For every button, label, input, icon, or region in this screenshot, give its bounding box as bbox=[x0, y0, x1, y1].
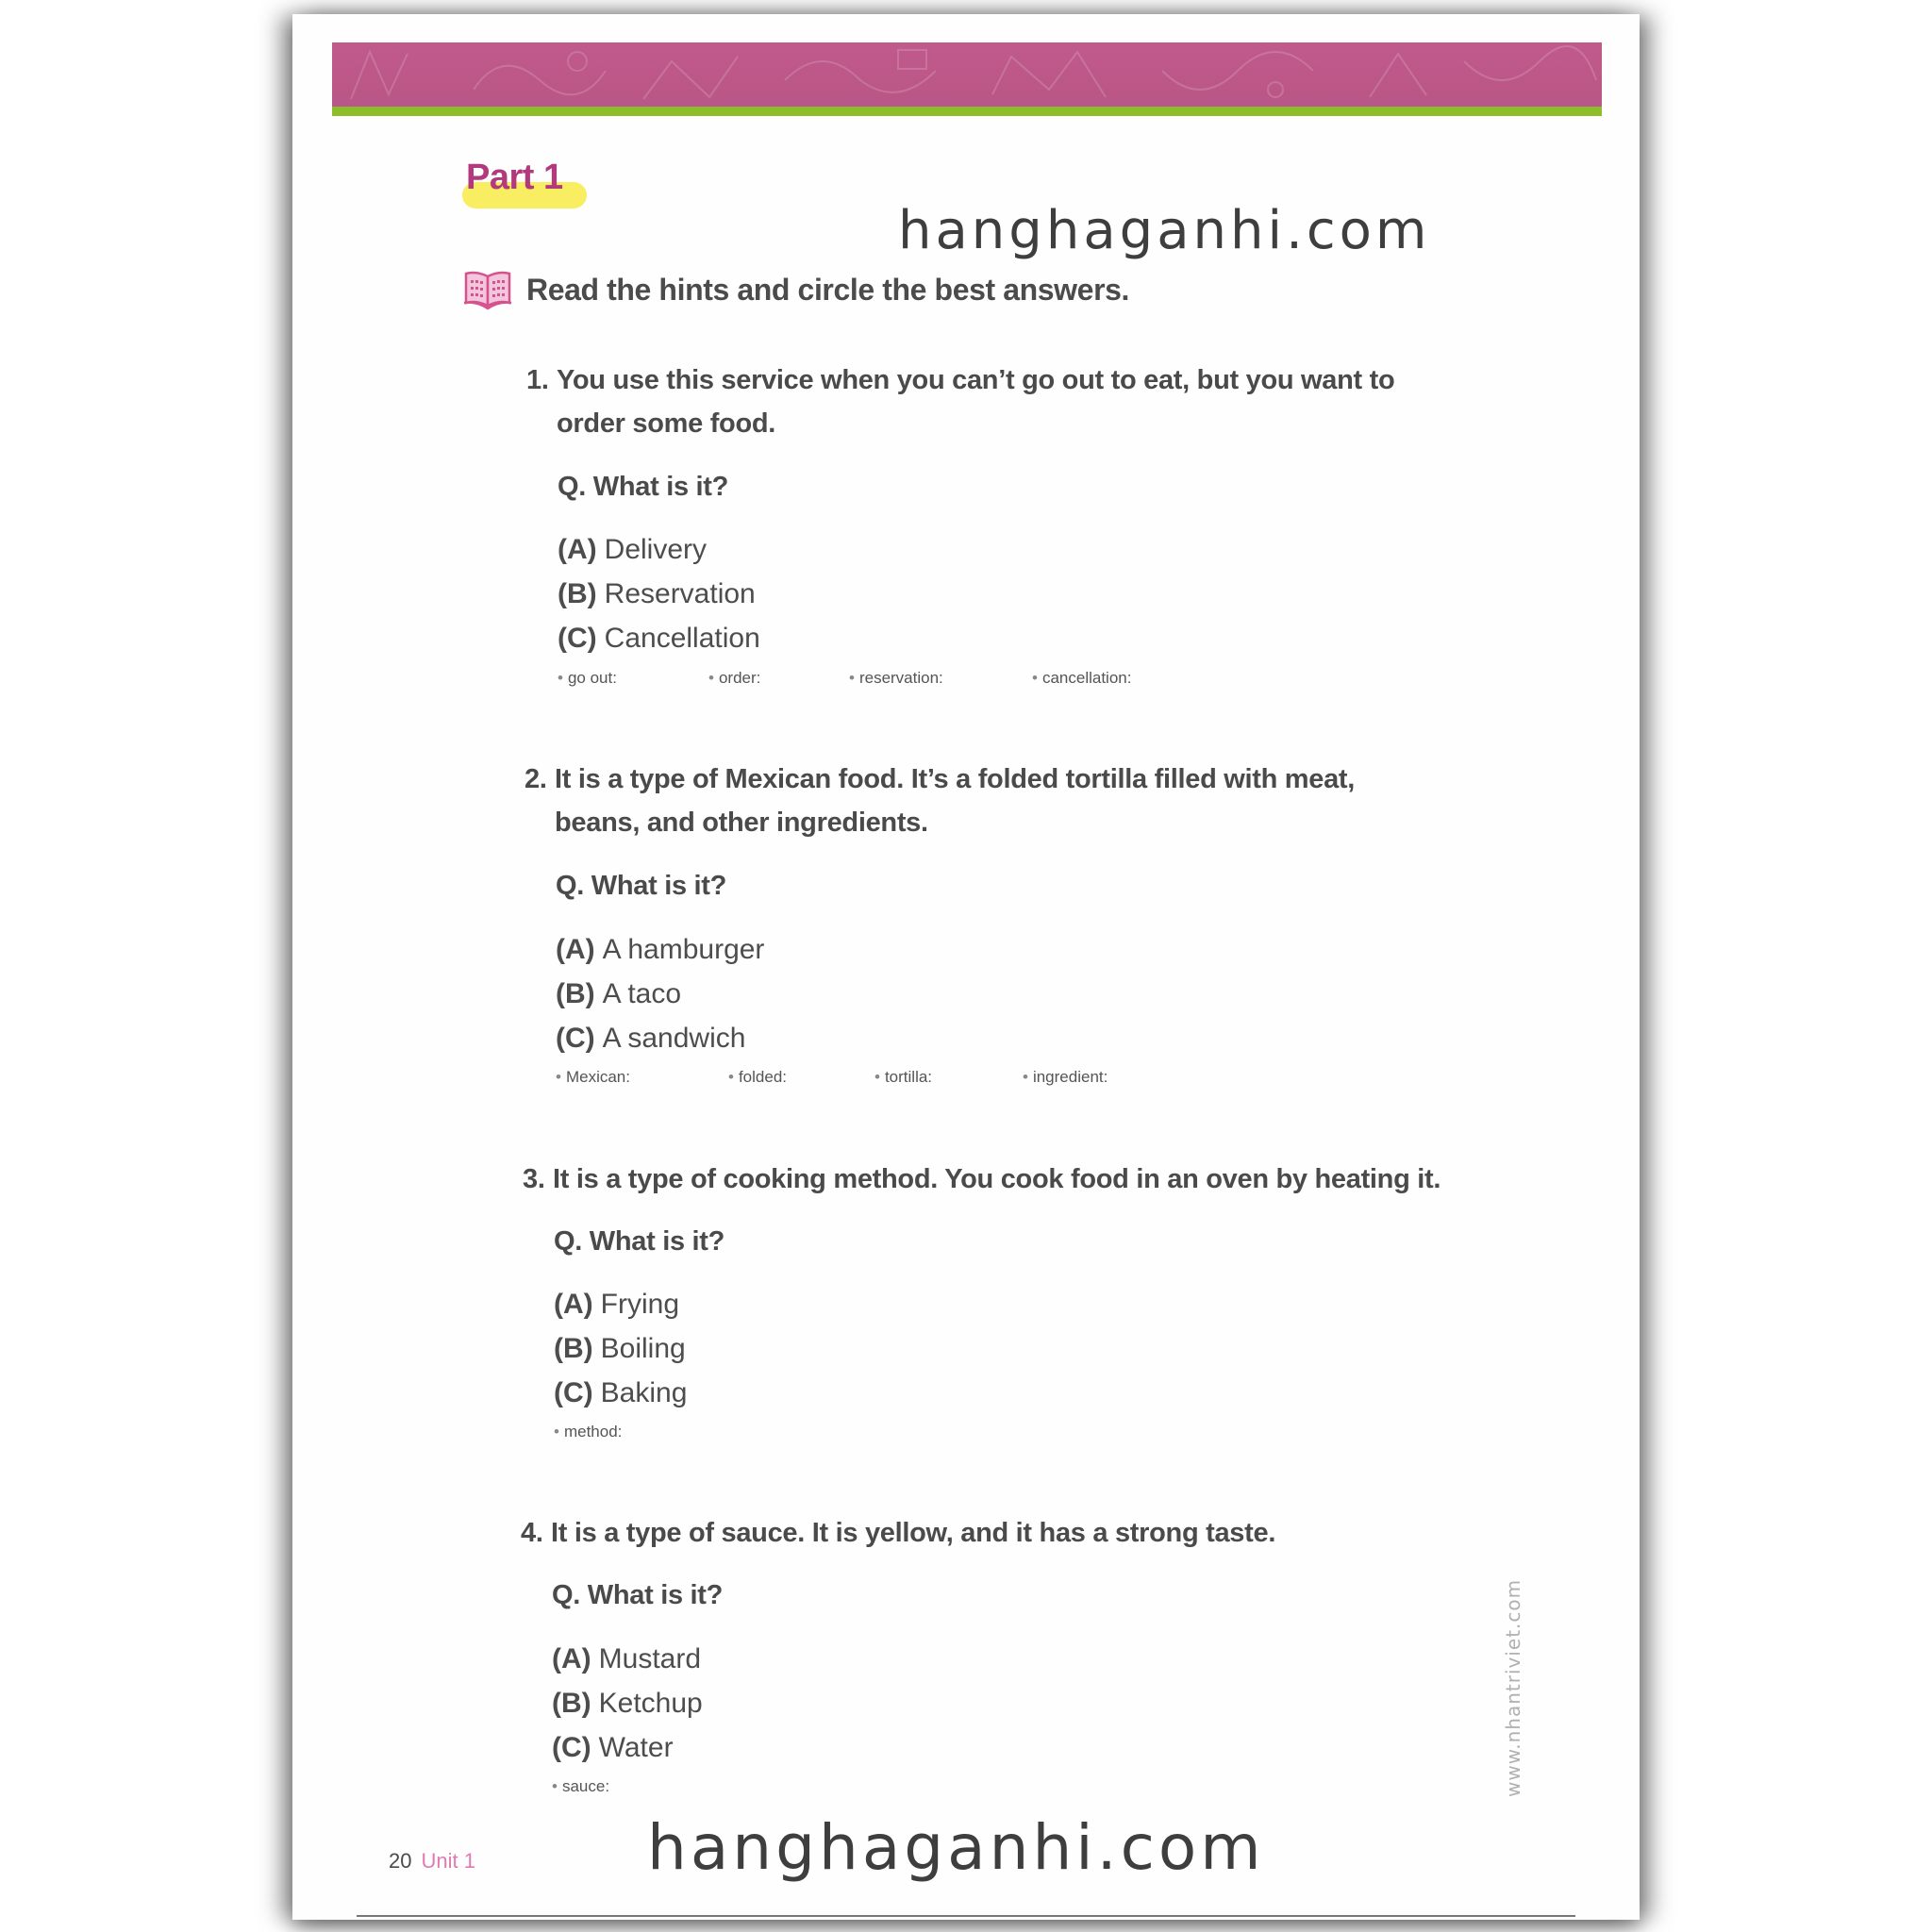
textbook-page bbox=[292, 14, 1640, 1920]
part-title: Part 1 bbox=[466, 158, 563, 197]
vocab-item bbox=[1023, 1068, 1108, 1087]
question-number: 4. bbox=[521, 1518, 543, 1548]
question-hint bbox=[523, 1158, 1441, 1201]
hint-line: It is a type of cooking method. You cook food in an oven by heating it. bbox=[553, 1164, 1441, 1194]
option-c[interactable] bbox=[558, 616, 760, 660]
vocab-term: tortilla: bbox=[884, 1068, 933, 1086]
watermark-bottom: hanghaganhi.com bbox=[647, 1811, 1265, 1884]
option-letter: (C) bbox=[554, 1377, 593, 1408]
answer-options bbox=[554, 1282, 687, 1415]
watermark-top: hanghaganhi.com bbox=[898, 200, 1431, 261]
option-text: A sandwich bbox=[602, 1023, 746, 1054]
option-a[interactable] bbox=[552, 1637, 703, 1681]
answer-options bbox=[552, 1637, 703, 1770]
hint-line: order some food. bbox=[557, 408, 776, 439]
bullet: • bbox=[556, 1068, 561, 1086]
question-number: 2. bbox=[525, 764, 547, 794]
hint-line: It is a type of sauce. It is yellow, and it has a strong taste. bbox=[551, 1518, 1276, 1548]
vocab-term: folded: bbox=[738, 1068, 787, 1086]
option-c[interactable] bbox=[552, 1725, 703, 1770]
bullet: • bbox=[708, 669, 714, 687]
header-stripe bbox=[332, 107, 1602, 116]
option-a[interactable] bbox=[558, 527, 760, 572]
option-letter: (A) bbox=[552, 1643, 591, 1674]
option-letter: (B) bbox=[554, 1333, 593, 1364]
open-book-icon bbox=[462, 269, 513, 310]
bullet: • bbox=[849, 669, 855, 687]
page-number: 20 bbox=[389, 1849, 412, 1873]
vocab-term: go out: bbox=[567, 669, 617, 687]
option-b[interactable] bbox=[558, 572, 760, 616]
option-c[interactable] bbox=[556, 1016, 764, 1060]
option-letter: (B) bbox=[558, 578, 597, 609]
question-prompt: Q. What is it? bbox=[552, 1580, 724, 1610]
hint-line: You use this service when you can’t go out to eat, but you want to bbox=[557, 365, 1395, 395]
vocab-list bbox=[552, 1777, 609, 1796]
option-text: Cancellation bbox=[604, 623, 760, 654]
option-letter: (B) bbox=[552, 1688, 591, 1719]
instruction bbox=[462, 269, 1129, 310]
question-number: 3. bbox=[523, 1164, 545, 1194]
option-letter: (B) bbox=[556, 978, 595, 1009]
answer-options bbox=[558, 527, 760, 660]
bullet: • bbox=[558, 669, 563, 687]
vocab-item bbox=[558, 669, 708, 688]
vocab-list bbox=[558, 669, 1131, 688]
instruction-text: Read the hints and circle the best answers. bbox=[526, 272, 1130, 307]
option-text: Mustard bbox=[598, 1643, 702, 1674]
vocab-item bbox=[728, 1068, 874, 1087]
vocab-list bbox=[556, 1068, 1108, 1087]
option-a[interactable] bbox=[554, 1282, 687, 1326]
vocab-term: sauce: bbox=[561, 1777, 610, 1795]
vocab-item bbox=[556, 1068, 728, 1087]
page-footer bbox=[389, 1849, 475, 1874]
option-text: Boiling bbox=[600, 1333, 686, 1364]
option-text: Ketchup bbox=[598, 1688, 703, 1719]
vocab-item bbox=[708, 669, 849, 688]
question-hint bbox=[525, 758, 1355, 844]
option-letter: (A) bbox=[554, 1289, 593, 1320]
vocab-item bbox=[1032, 669, 1131, 688]
question-prompt: Q. What is it? bbox=[558, 472, 729, 502]
bullet: • bbox=[1023, 1068, 1028, 1086]
question-hint bbox=[526, 358, 1394, 445]
option-letter: (C) bbox=[552, 1732, 591, 1763]
option-text: A hamburger bbox=[602, 934, 765, 965]
publisher-url: www.nhantriviet.com bbox=[1502, 1578, 1524, 1797]
bullet: • bbox=[1032, 669, 1038, 687]
option-a[interactable] bbox=[556, 927, 764, 972]
vocab-term: cancellation: bbox=[1041, 669, 1132, 687]
question-hint bbox=[521, 1511, 1275, 1555]
unit-label: Unit 1 bbox=[421, 1849, 475, 1873]
vocab-item bbox=[874, 1068, 1023, 1087]
vocab-item bbox=[554, 1423, 622, 1441]
option-b[interactable] bbox=[554, 1326, 687, 1371]
bullet: • bbox=[728, 1068, 734, 1086]
question-number: 1. bbox=[526, 365, 549, 395]
hint-line: It is a type of Mexican food. It’s a folded tortilla filled with meat, bbox=[555, 764, 1356, 794]
option-text: A taco bbox=[602, 978, 682, 1009]
vocab-term: reservation: bbox=[858, 669, 943, 687]
option-c[interactable] bbox=[554, 1371, 687, 1415]
hint-line: beans, and other ingredients. bbox=[555, 808, 928, 838]
option-text: Water bbox=[598, 1732, 674, 1763]
bullet: • bbox=[554, 1423, 559, 1441]
option-letter: (A) bbox=[558, 534, 597, 565]
vocab-term: method: bbox=[563, 1423, 623, 1441]
answer-options bbox=[556, 927, 764, 1060]
bullet: • bbox=[874, 1068, 880, 1086]
option-b[interactable] bbox=[556, 972, 764, 1016]
option-text: Reservation bbox=[604, 578, 756, 609]
doodle-pattern bbox=[332, 42, 1602, 107]
header-banner bbox=[332, 42, 1602, 107]
question-prompt: Q. What is it? bbox=[554, 1226, 725, 1257]
vocab-term: Mexican: bbox=[565, 1068, 630, 1086]
vocab-term: order: bbox=[718, 669, 761, 687]
vocab-term: ingredient: bbox=[1032, 1068, 1108, 1086]
option-text: Frying bbox=[600, 1289, 680, 1320]
option-text: Delivery bbox=[604, 534, 708, 565]
vocab-item bbox=[849, 669, 1032, 688]
option-letter: (C) bbox=[558, 623, 597, 654]
option-letter: (C) bbox=[556, 1023, 595, 1054]
vocab-item bbox=[552, 1777, 609, 1796]
bullet: • bbox=[552, 1777, 558, 1795]
vocab-list bbox=[554, 1423, 622, 1441]
page-bottom-edge bbox=[357, 1915, 1575, 1917]
option-text: Baking bbox=[600, 1377, 688, 1408]
option-b[interactable] bbox=[552, 1681, 703, 1725]
question-prompt: Q. What is it? bbox=[556, 871, 727, 901]
option-letter: (A) bbox=[556, 934, 595, 965]
